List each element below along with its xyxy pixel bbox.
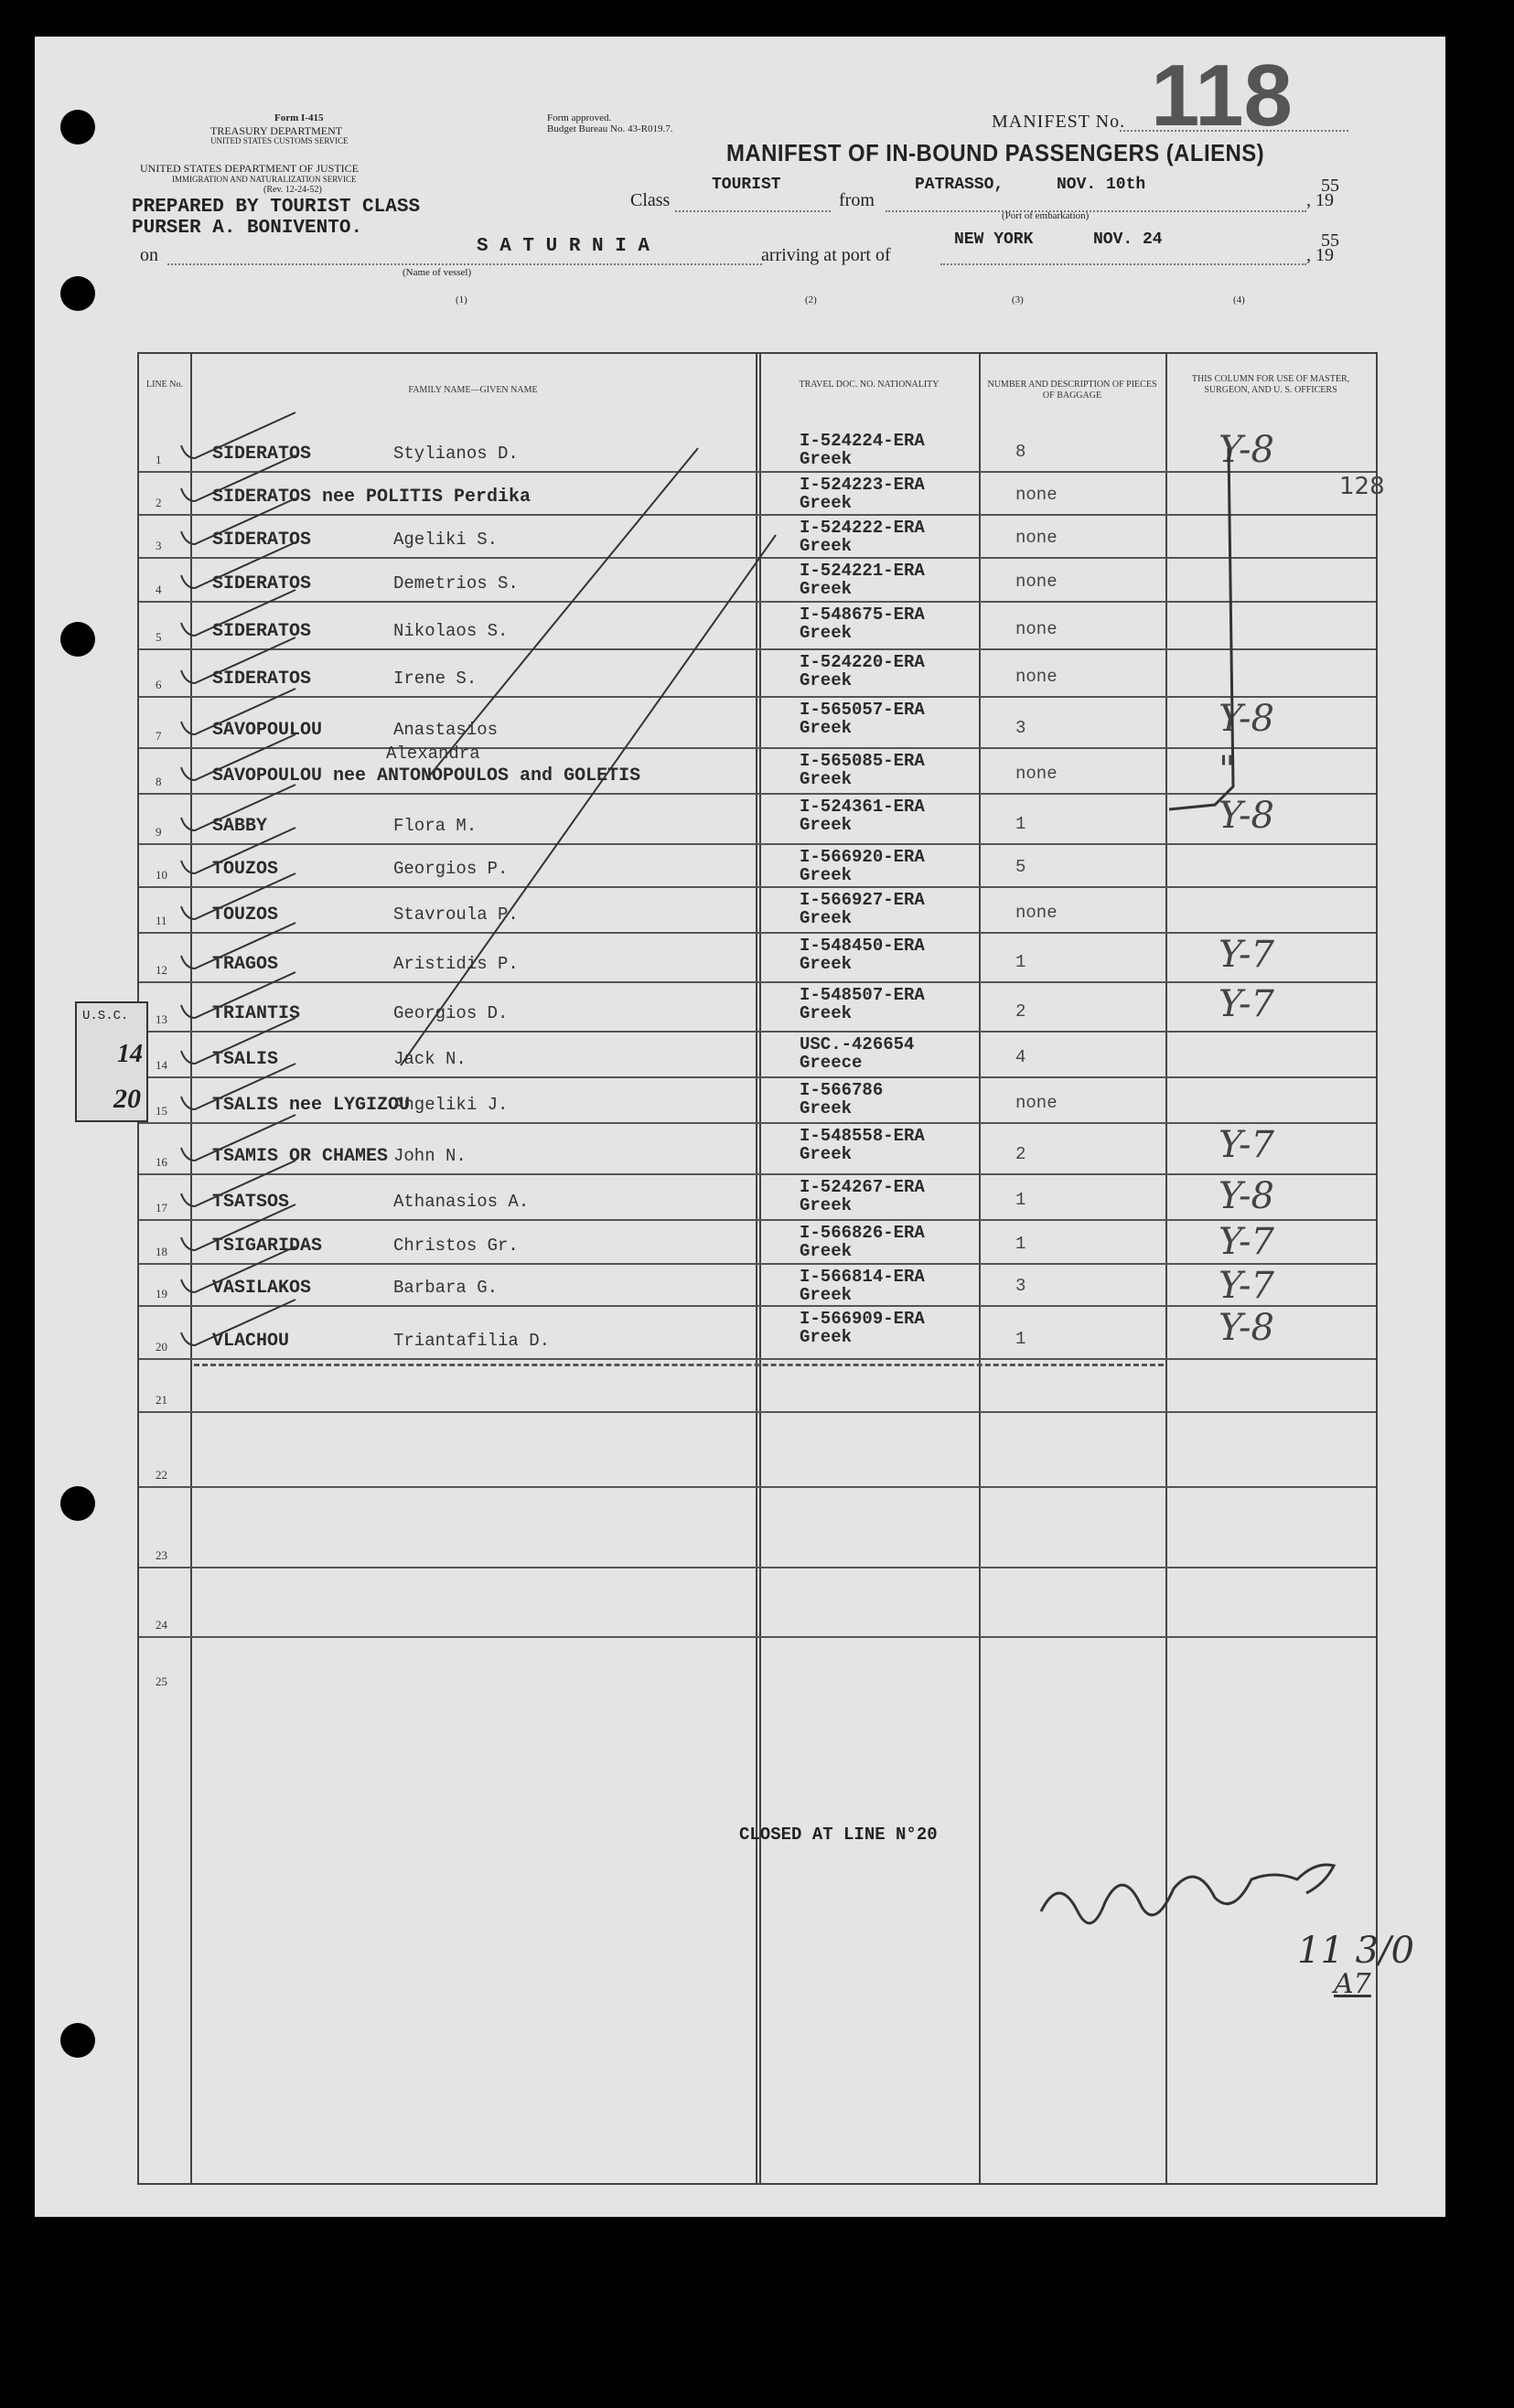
travel-document-number: I-548507-ERA: [800, 985, 925, 1005]
travel-document-number: I-524224-ERA: [800, 431, 925, 451]
passenger-given-name: Alexandra: [386, 744, 480, 764]
nationality: Greek: [800, 623, 853, 643]
officer-inspection-note: Y-8: [1219, 1307, 1274, 1349]
nationality: Greek: [800, 908, 853, 928]
customs-service: UNITED STATES CUSTOMS SERVICE: [210, 136, 349, 145]
travel-document-number: I-566826-ERA: [800, 1223, 925, 1243]
check-mark: [181, 1115, 295, 1161]
ins-service: IMMIGRATION AND NATURALIZATION SERVICE: [172, 175, 357, 184]
passenger-given-name: Nikolaos S.: [393, 621, 509, 641]
line-number: 3: [156, 539, 162, 552]
passenger-surname: TOUZOS: [212, 904, 279, 926]
officer-inspection-note: Y-8: [1219, 1175, 1274, 1217]
nationality: Greek: [800, 1098, 853, 1118]
travel-document-number: I-548450-ERA: [800, 936, 925, 956]
nationality: Greek: [800, 670, 853, 690]
passenger-surname: SIDERATOS: [212, 530, 312, 551]
baggage-count: 1: [1015, 1329, 1026, 1349]
passenger-given-name: Stavroula P.: [393, 904, 519, 925]
check-mark: [181, 412, 295, 458]
column-number: (2): [805, 294, 817, 305]
embarkation-year: 55: [1321, 176, 1339, 196]
officer-inspection-note: Y-7: [1219, 1124, 1274, 1166]
passenger-surname: SIDERATOS: [212, 444, 312, 465]
vessel-caption: (Name of vessel): [403, 267, 472, 278]
check-mark: [181, 455, 295, 501]
passenger-surname: TRAGOS: [212, 954, 279, 975]
travel-document-number: I-524361-ERA: [800, 797, 925, 817]
line-number: 2: [156, 496, 162, 509]
passenger-given-name: Anastasios: [393, 720, 499, 740]
stamp-line: 14: [117, 1040, 143, 1068]
justice-department: UNITED STATES DEPARTMENT OF JUSTICE: [140, 162, 360, 175]
diagonal-strike: [401, 535, 776, 1065]
baggage-count: 3: [1015, 718, 1026, 738]
nationality: Greek: [800, 954, 853, 974]
passenger-given-name: Stylianos D.: [393, 444, 519, 464]
nationality: Greek: [800, 1003, 853, 1023]
baggage-count: none: [1015, 667, 1058, 687]
col-header-name: FAMILY NAME—GIVEN NAME: [408, 385, 538, 395]
passenger-surname: TOUZOS: [212, 859, 279, 880]
baggage-count: none: [1015, 572, 1058, 592]
nationality: Greek: [800, 769, 853, 789]
officer-inspection-note: Y-7: [1219, 983, 1274, 1025]
baggage-count: none: [1015, 528, 1058, 548]
passenger-given-name: Athanasios A.: [393, 1192, 530, 1212]
check-mark: [181, 637, 295, 683]
baggage-count: 1: [1015, 952, 1026, 972]
check-mark: [181, 542, 295, 588]
passenger-surname: SIDERATOS: [212, 573, 312, 594]
officer-inspection-note: 128: [1339, 473, 1385, 500]
line-number: 21: [156, 1393, 167, 1407]
travel-document-number: USC.-426654: [800, 1034, 915, 1054]
passenger-given-name: Triantafilia D.: [393, 1331, 551, 1351]
line-number: 22: [156, 1468, 167, 1482]
travel-document-number: I-524220-ERA: [800, 652, 925, 672]
year-prefix: , 19: [1306, 245, 1334, 265]
port-caption: (Port of embarkation): [1002, 210, 1090, 221]
prepared-by: PREPARED BY TOURIST CLASS: [132, 197, 421, 218]
line-number: 17: [156, 1201, 167, 1215]
travel-document-number: I-524267-ERA: [800, 1177, 925, 1197]
travel-document-number: I-548675-ERA: [800, 605, 925, 625]
line-number: 8: [156, 775, 162, 788]
travel-document-number: I-566920-ERA: [800, 847, 925, 867]
travel-document-number: I-565057-ERA: [800, 700, 925, 720]
line-number: 16: [156, 1155, 167, 1169]
baggage-count: none: [1015, 903, 1058, 923]
travel-document-number: I-548558-ERA: [800, 1126, 925, 1146]
baggage-count: 8: [1015, 442, 1026, 462]
nationality: Greece: [800, 1053, 863, 1073]
line-number: 18: [156, 1245, 167, 1258]
nationality: Greek: [800, 1195, 853, 1215]
passenger-given-name: John N.: [393, 1146, 467, 1166]
line-number: 14: [156, 1058, 167, 1072]
line-number: 7: [156, 729, 162, 743]
passenger-surname: TSIGARIDAS: [212, 1236, 323, 1257]
baggage-count: none: [1015, 764, 1058, 784]
officer-inspection-note: Y-7: [1219, 934, 1274, 976]
line-number: 23: [156, 1548, 167, 1562]
class-label: Class: [630, 190, 671, 210]
nationality: Greek: [800, 1327, 853, 1347]
vessel-name: S A T U R N I A: [477, 236, 650, 257]
line-number: 19: [156, 1287, 167, 1300]
check-mark: [181, 1161, 295, 1206]
check-mark: [181, 1300, 295, 1345]
col-header-line: LINE No.: [146, 380, 183, 390]
officer-inspection-note: Y-7: [1219, 1221, 1274, 1263]
line-number: 6: [156, 678, 162, 691]
passenger-surname: SAVOPOULOU: [212, 720, 323, 741]
from-label: from: [839, 190, 875, 210]
officer-inspection-note: Y-7: [1219, 1265, 1274, 1307]
check-mark: [181, 972, 295, 1018]
nationality: Greek: [800, 1241, 853, 1261]
column-number: (3): [1012, 294, 1024, 305]
class-value: TOURIST: [712, 176, 781, 194]
signature-code: A7: [1334, 1968, 1371, 2000]
nationality: Greek: [800, 536, 853, 556]
nationality: Greek: [800, 718, 853, 738]
form-approved: Form approved.: [547, 112, 612, 123]
stamp-line: U.S.C.: [82, 1009, 129, 1023]
col-header-baggage: NUMBER AND DESCRIPTION OF PIECES OF BAGGAGE: [987, 380, 1157, 401]
embarkation-date: NOV. 10th: [1057, 176, 1146, 194]
passenger-surname: TRIANTIS: [212, 1003, 301, 1024]
baggage-count: 5: [1015, 857, 1026, 877]
baggage-count: none: [1015, 1093, 1058, 1113]
passenger-given-name: Christos Gr.: [393, 1236, 519, 1256]
check-mark: [181, 1018, 295, 1064]
officer-inspection-note: ": [1219, 749, 1236, 791]
col-header-officers: THIS COLUMN FOR USE OF MASTER, SURGEON, AND U. S. OFFICERS: [1191, 374, 1350, 395]
passenger-surname: SIDERATOS nee POLITIS Perdika: [212, 487, 532, 508]
baggage-count: 3: [1015, 1276, 1026, 1296]
nationality: Greek: [800, 815, 853, 835]
passenger-given-name: Flora M.: [393, 816, 478, 836]
manifest-page: [35, 37, 1445, 2217]
line-number: 12: [156, 963, 167, 977]
year-prefix: , 19: [1306, 190, 1334, 210]
officer-inspection-note: Y-8: [1219, 795, 1274, 837]
passenger-given-name: Georgios P.: [393, 859, 509, 879]
passenger-surname: SABBY: [212, 816, 268, 837]
travel-document-number: I-524223-ERA: [800, 475, 925, 495]
diagonal-strike: [428, 448, 698, 777]
travel-document-number: I-524221-ERA: [800, 561, 925, 581]
travel-document-number: I-566814-ERA: [800, 1267, 925, 1287]
col-header-travel-doc: TRAVEL DOC. NO. NATIONALITY: [799, 380, 940, 390]
nationality: Greek: [800, 1144, 853, 1164]
port-of-embarkation: PATRASSO,: [915, 176, 1004, 194]
line-number: 4: [156, 583, 162, 596]
passenger-surname: SIDERATOS: [212, 621, 312, 642]
nationality: Greek: [800, 579, 853, 599]
passenger-surname: SAVOPOULOU nee ANTONOPOULOS and GOLETIS: [212, 765, 641, 787]
passenger-surname: TSALIS: [212, 1049, 279, 1070]
line-number: 9: [156, 825, 162, 839]
nationality: Greek: [800, 493, 853, 513]
baggage-count: 2: [1015, 1144, 1026, 1164]
check-mark: [181, 1247, 295, 1292]
check-mark: [181, 498, 295, 544]
stamp-line: 20: [113, 1084, 141, 1114]
line-number: 13: [156, 1012, 167, 1026]
department: TREASURY DEPARTMENT: [210, 124, 343, 137]
line-number: 15: [156, 1104, 167, 1118]
on-label: on: [140, 245, 158, 265]
nationality: Greek: [800, 449, 853, 469]
passenger-surname: TSALIS nee LYGIZOU: [212, 1095, 411, 1116]
travel-document-number: I-524222-ERA: [800, 518, 925, 538]
line-number: 1: [156, 453, 162, 466]
check-marks-svg: [35, 37, 1445, 2217]
passenger-surname: VLACHOU: [212, 1331, 290, 1352]
officer-inspection-note: Y-8: [1219, 429, 1274, 471]
travel-document-number: I-566909-ERA: [800, 1309, 925, 1329]
baggage-count: 2: [1015, 1001, 1026, 1022]
check-mark: [181, 1204, 295, 1250]
check-mark: [181, 590, 295, 636]
manifest-number: 118: [1151, 47, 1293, 144]
passenger-given-name: Demetrios S.: [393, 573, 519, 594]
passenger-surname: SIDERATOS: [212, 669, 312, 690]
check-mark: [181, 873, 295, 919]
manifest-label: MANIFEST No.: [992, 112, 1126, 132]
form-number: Form I-415: [274, 112, 324, 123]
travel-document-number: I-566927-ERA: [800, 890, 925, 910]
passenger-given-name: Aristidis P.: [393, 954, 519, 974]
passenger-given-name: Barbara G.: [393, 1278, 499, 1298]
baggage-count: 1: [1015, 814, 1026, 834]
baggage-count: 4: [1015, 1047, 1026, 1067]
baggage-count: none: [1015, 485, 1058, 505]
travel-document-number: I-566786: [800, 1080, 884, 1100]
check-mark: [181, 923, 295, 969]
closed-at-line: CLOSED AT LINE N°20: [739, 1825, 938, 1845]
line-number: 20: [156, 1340, 167, 1354]
baggage-count: 1: [1015, 1190, 1026, 1210]
baggage-count: none: [1015, 619, 1058, 639]
check-mark: [181, 785, 295, 830]
arriving-label: arriving at port of: [761, 245, 891, 265]
passenger-given-name: Ageliki S.: [393, 530, 499, 550]
arrival-year: 55: [1321, 230, 1339, 251]
manifest-title: MANIFEST OF IN-BOUND PASSENGERS (ALIENS): [726, 139, 1265, 166]
check-mark: [181, 828, 295, 873]
budget-bureau: Budget Bureau No. 43-R019.7.: [547, 123, 673, 134]
nationality: Greek: [800, 865, 853, 885]
passenger-surname: VASILAKOS: [212, 1278, 312, 1299]
line-number: 5: [156, 630, 162, 644]
passenger-surname: TSATSOS: [212, 1192, 290, 1213]
line-number: 10: [156, 868, 167, 882]
arrival-date: NOV. 24: [1093, 230, 1163, 249]
nationality: Greek: [800, 1285, 853, 1305]
line-number: 24: [156, 1618, 167, 1632]
signature-page-note: 11 3/0: [1297, 1930, 1414, 1972]
travel-document-number: I-565085-ERA: [800, 751, 925, 771]
passenger-given-name: Jack N.: [393, 1049, 467, 1069]
passenger-surname: TSAMIS OR CHAMES: [212, 1146, 389, 1167]
baggage-count: 1: [1015, 1234, 1026, 1254]
check-mark: [181, 689, 295, 734]
purser: PURSER A. BONIVENTO.: [132, 218, 363, 239]
line-number: 11: [156, 914, 167, 927]
passenger-given-name: Irene S.: [393, 669, 478, 689]
line-number: 25: [156, 1675, 167, 1688]
check-mark: [181, 1064, 295, 1109]
officer-inspection-note: Y-8: [1219, 698, 1274, 740]
passenger-given-name: Angeliki J.: [393, 1095, 509, 1115]
column-number: (4): [1233, 294, 1245, 305]
passenger-given-name: Georgios D.: [393, 1003, 509, 1023]
check-mark: [181, 734, 295, 780]
column-number: (1): [456, 294, 467, 305]
bracket-mark: [1169, 448, 1236, 809]
revision: (Rev. 12-24-52): [263, 185, 322, 195]
arrival-port: NEW YORK: [954, 230, 1034, 249]
